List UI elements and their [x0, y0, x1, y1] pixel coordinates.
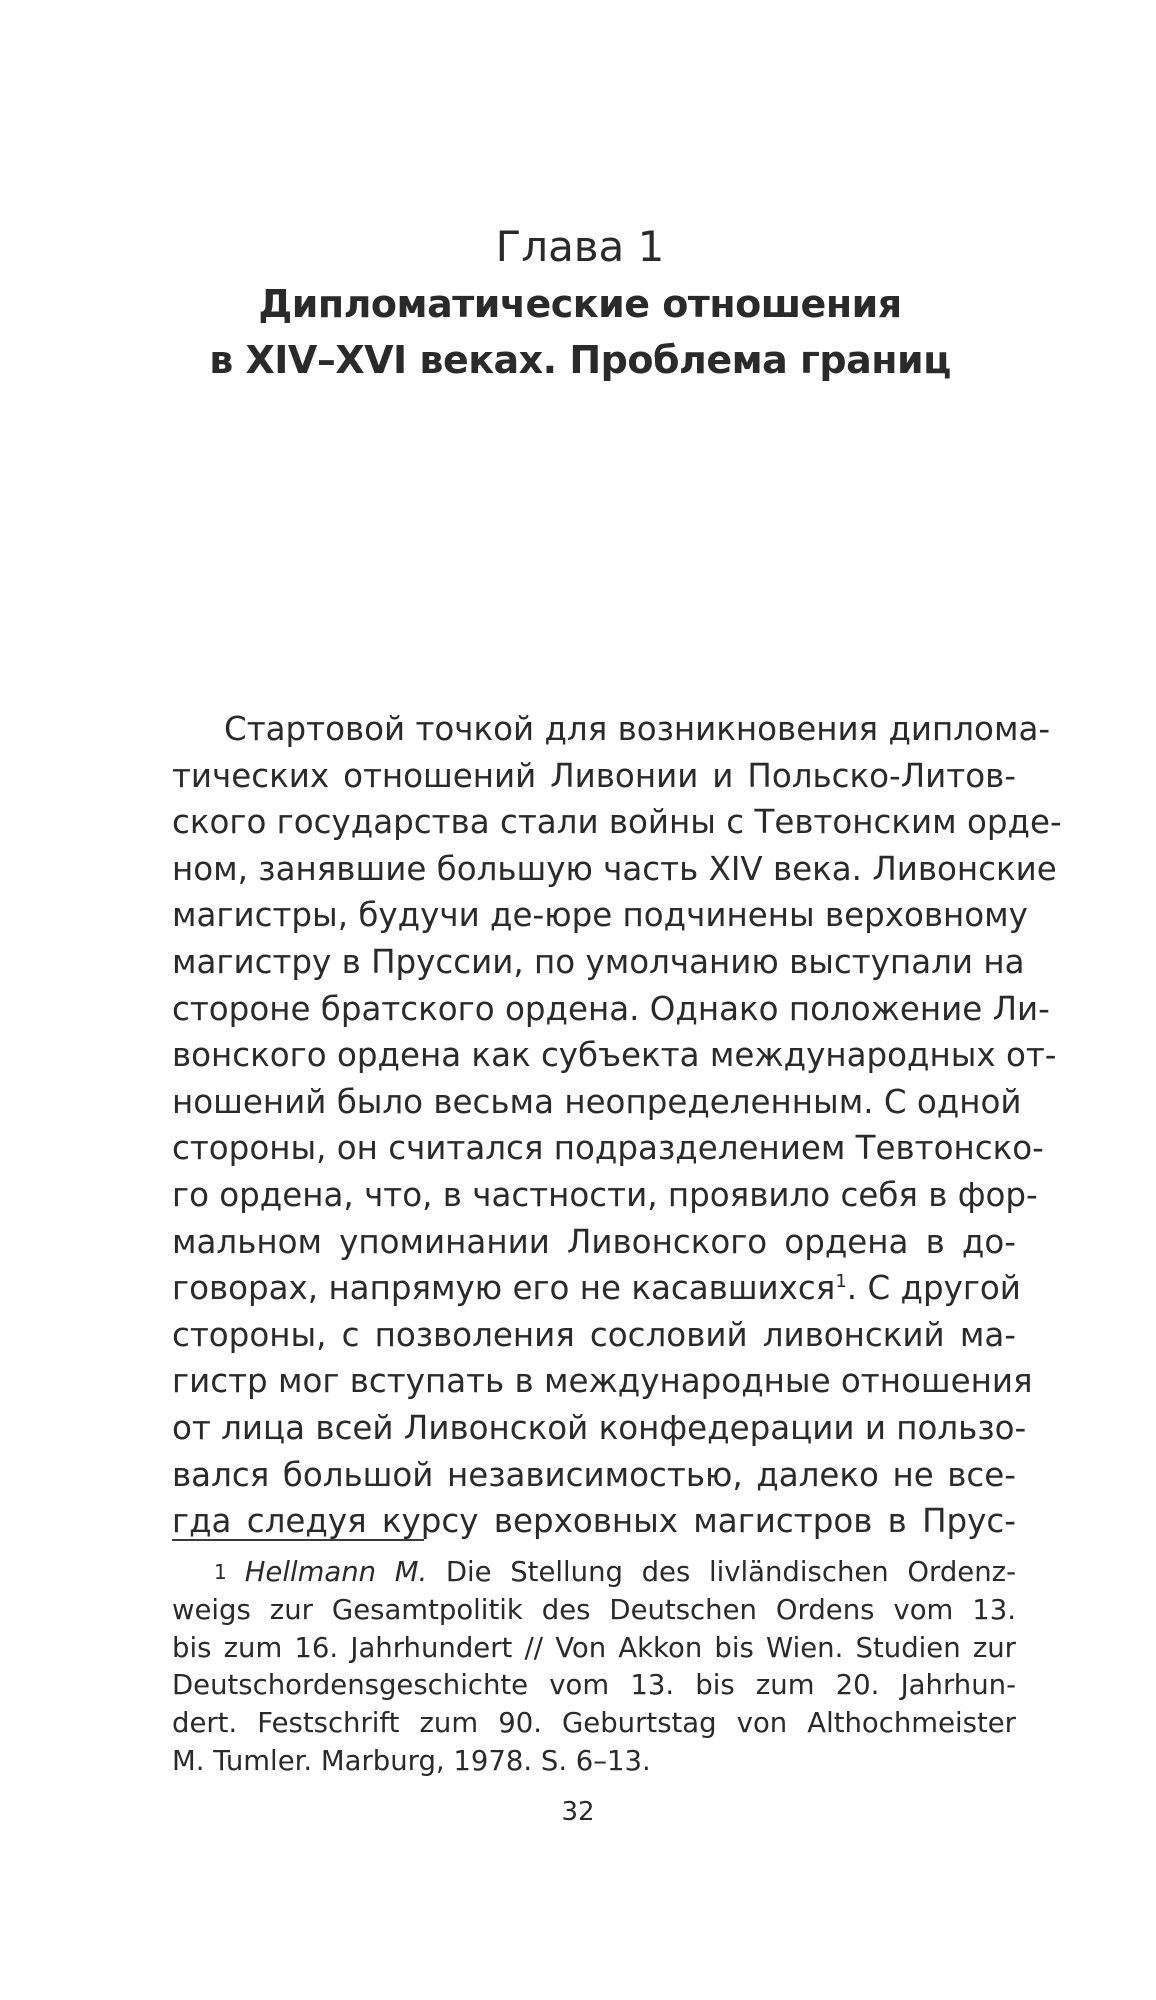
body-line-with-footnote-ref [172, 1265, 1021, 1312]
footnote-marker: 1 [214, 1560, 227, 1584]
body-line-tail: . С другой [846, 1269, 1021, 1308]
footnote-text: Die Stellung des livländischen Ordenz- [445, 1556, 1016, 1588]
footnote-line: Deutschordensgeschichte vom 13. bis zum 20. Jahrhun- [172, 1669, 1016, 1702]
page-number: 32 [561, 1797, 595, 1827]
footnote-divider [172, 1539, 424, 1541]
body-paragraph [172, 706, 1062, 1545]
chapter-title-line-2: в XIV–XVI веках. Проблема границ [209, 338, 951, 382]
body-line: вонского ордена как субъекта международных от- [172, 1036, 1057, 1075]
chapter-title-line-1: Дипломатические отношения [258, 282, 902, 326]
chapter-heading [170, 218, 990, 388]
body-line: магистру в Пруссии, по умолчанию выступали на [172, 942, 1025, 981]
body-line: от лица всей Ливонской конфедерации и пользо- [172, 1408, 1027, 1447]
body-line: го ордена, что, в частности, проявило себя в фор- [172, 1175, 1038, 1214]
body-line-text: говорах, напрямую его не касавшихся [172, 1269, 836, 1308]
footnote [172, 1554, 1016, 1781]
body-line: стороне братского ордена. Однако положение Ли- [172, 989, 1050, 1028]
body-line: ном, занявшие большую часть XIV века. Ливонские [172, 849, 1057, 888]
body-line: тических отношений Ливонии и Польско-Литов- [172, 756, 1016, 795]
body-line: стороны, с позволения сословий ливонский ма- [172, 1315, 1016, 1354]
footnote-line: bis zum 16. Jahrhundert // Von Akkon bis Wien. Studien zur [172, 1631, 1016, 1664]
body-line: Стартовой точкой для возникновения диплома- [224, 710, 1051, 748]
body-line: ского государства стали войны с Тевтонским орде- [172, 803, 1062, 842]
footnote-line: M. Tumler. Marburg, 1978. S. 6–13. [172, 1744, 651, 1777]
footnote-line [172, 1554, 1016, 1592]
body-line: гда следуя курсу верховных магистров в Прус- [172, 1502, 1016, 1541]
body-line: гистр мог вступать в международные отношения [172, 1362, 1033, 1401]
footnote-line: dert. Festschrift zum 90. Geburtstag von Althochmeister [172, 1707, 1016, 1740]
body-line: вался большой независимостью, далеко не все- [172, 1455, 1016, 1494]
footnote-author: Hellmann M. [244, 1556, 428, 1588]
footnote-line: weigs zur Gesamtpolitik des Deutschen Ordens vom 13. [172, 1593, 1016, 1626]
body-line: магистры, будучи де-юре подчинены верховному [172, 896, 1028, 935]
body-line: мальном упоминании Ливонского ордена в до- [172, 1222, 1016, 1261]
footnote-reference[interactable]: 1 [835, 1271, 847, 1293]
body-line: стороны, он считался подразделением Тевтонско- [172, 1129, 1044, 1168]
chapter-label: Глава 1 [495, 222, 665, 271]
body-line: ношений было весьма неопределенным. С одной [172, 1082, 1022, 1121]
